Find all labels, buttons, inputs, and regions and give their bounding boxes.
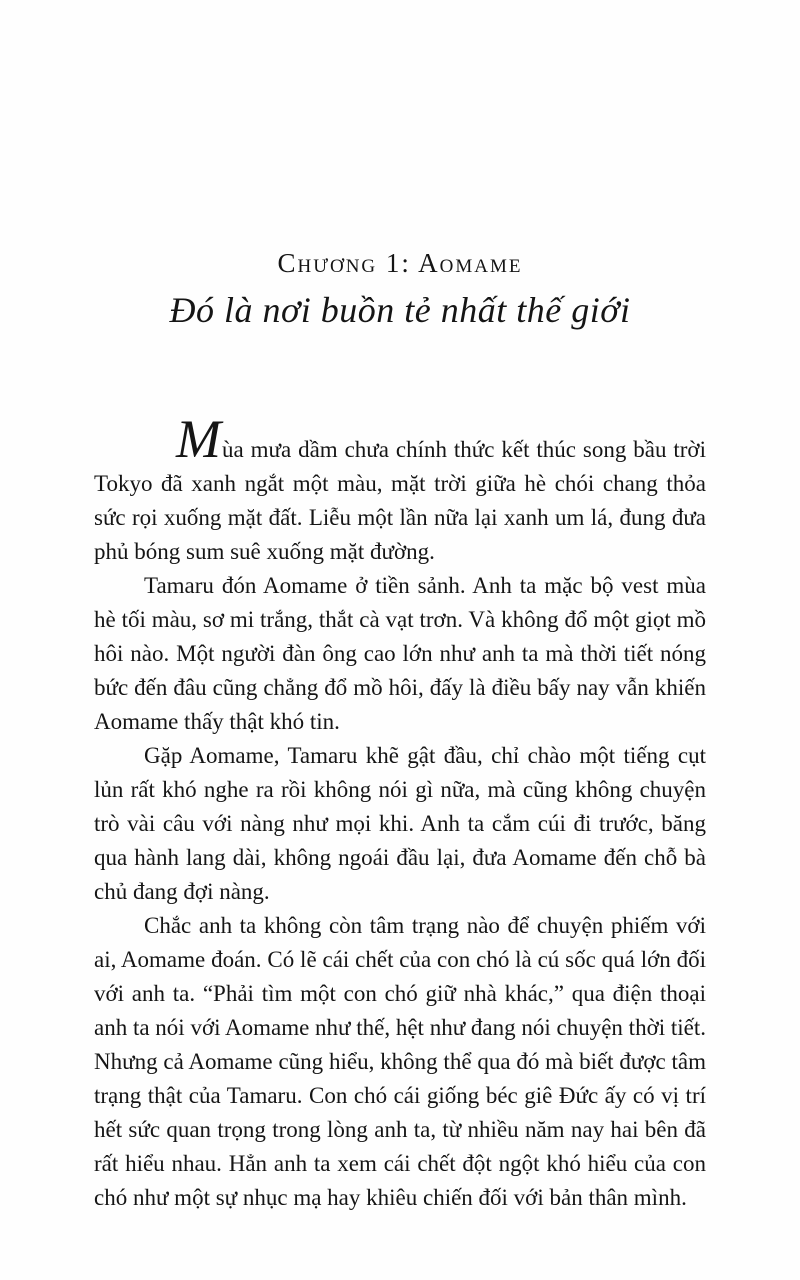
paragraph-text: ùa mưa dầm chưa chính thức kết thúc song bầu trời Tokyo đã xanh ngắt một màu, mặt trời giữa hè chói chang thỏa sức rọi xuống mặt đất. Liễu một lần nữa lại xanh um lá, đung đưa phủ bóng sum suê xuống mặt đường. (94, 436, 706, 564)
paragraph: Gặp Aomame, Tamaru khẽ gật đầu, chỉ chào một tiếng cụt lủn rất khó nghe ra rồi không nói gì nữa, mà cũng không chuyện trò vài câu với nàng như mọi khi. Anh ta cắm cúi đi trước, băng qua hành lang dài, không ngoái đầu lại, đưa Aomame đến chỗ bà chủ đang đợi nàng. (94, 742, 706, 904)
paragraph: Chắc anh ta không còn tâm trạng nào để chuyện phiếm với ai, Aomame đoán. Có lẽ cái chết của con chó là cú sốc quá lớn đối với anh ta. “Phải tìm một con chó giữ nhà khác,” qua điện thoại anh ta nói với Aomame như thế, hệt như đang nói chuyện thời tiết. Nhưng cả Aomame cũng hiểu, không thể qua đó mà biết được tâm trạng thật của Tamaru. Con chó cái giống béc giê Đức ấy có vị trí hết sức quan trọng trong lòng anh ta, từ nhiều năm nay hai bên đã rất hiểu nhau. Hẳn anh ta xem cái chết đột ngột khó hiểu của con chó như một sự nhục mạ hay khiêu chiến đối với bản thân mình. (94, 912, 707, 1210)
body-text (94, 408, 707, 1215)
paragraph (94, 408, 706, 569)
chapter-subtitle: Đó là nơi buồn tẻ nhất thế giới (169, 290, 631, 330)
dropcap-letter: M (176, 408, 222, 469)
paragraph: Tamaru đón Aomame ở tiền sảnh. Anh ta mặc bộ vest mùa hè tối màu, sơ mi trắng, thắt cà vạt trơn. Và không đổ một giọt mồ hôi nào. Một người đàn ông cao lớn như anh ta mà thời tiết nóng bức đến đâu cũng chẳng đổ mồ hôi, đấy là điều bấy nay vẫn khiến Aomame thấy thật khó tin. (94, 572, 706, 734)
chapter-title: Chương 1: Aomame (277, 248, 523, 278)
